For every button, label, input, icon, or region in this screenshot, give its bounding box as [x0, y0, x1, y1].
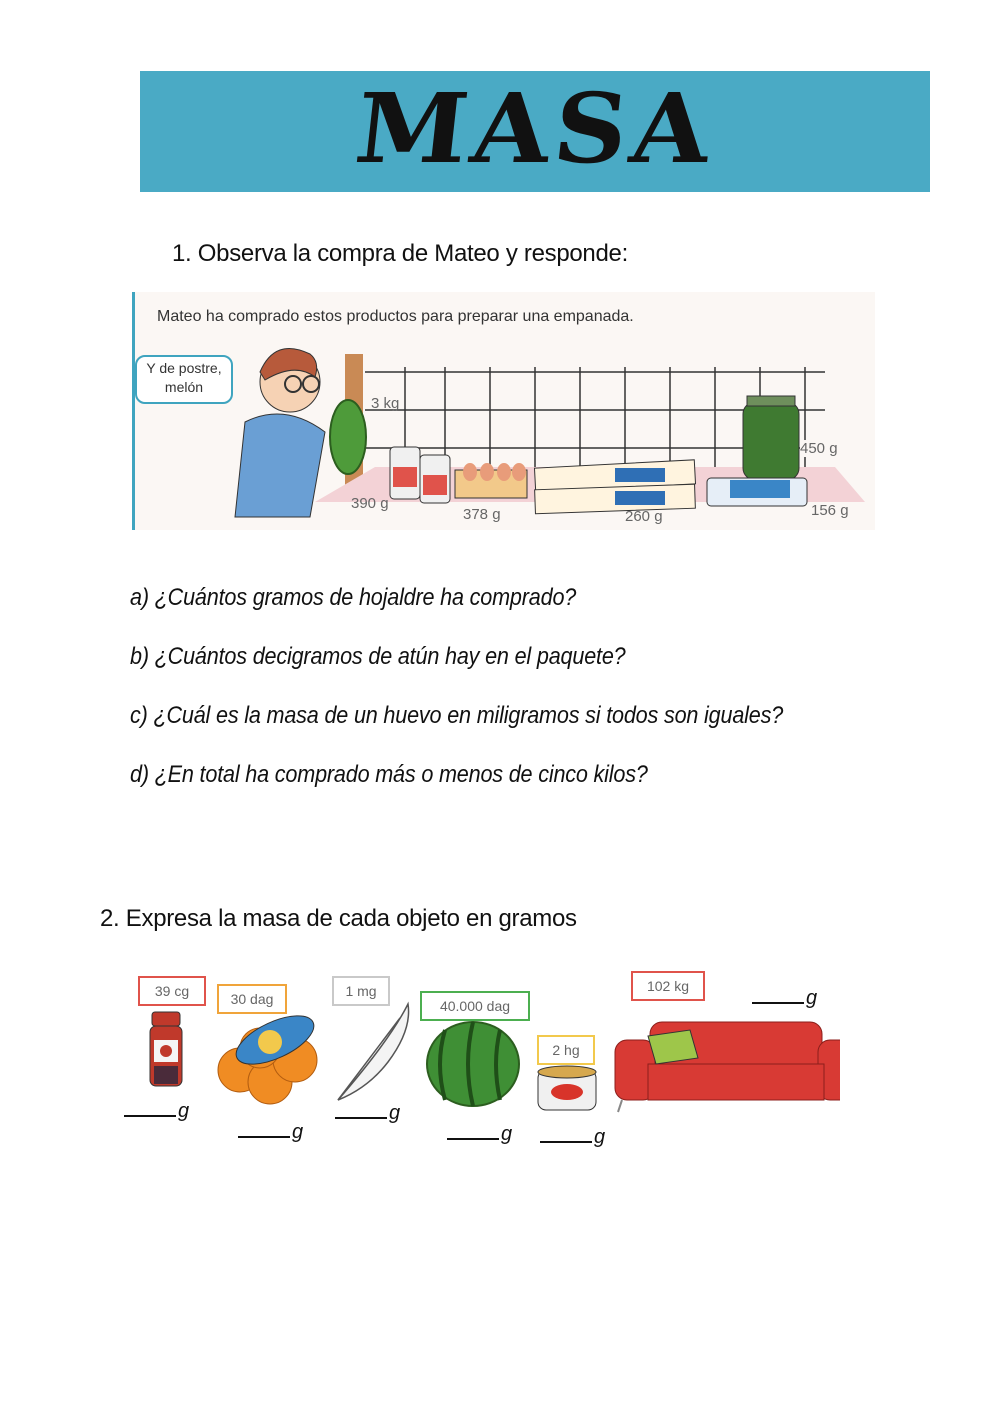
tuna-pack	[707, 478, 807, 506]
watermelon-icon	[427, 1022, 519, 1106]
egg-carton	[455, 463, 527, 498]
spice-jar-icon	[150, 1012, 182, 1086]
melon-weight-label: 3 kg	[371, 395, 400, 412]
eggs-weight-label: 378 g	[463, 506, 501, 523]
cans-weight-label: 390 g	[351, 495, 389, 512]
answer-blank-sofa[interactable]: g	[752, 987, 817, 1010]
title-banner	[140, 71, 930, 192]
cans	[390, 447, 450, 503]
watermelon-held	[330, 400, 366, 474]
speech-bubble	[135, 355, 233, 404]
tag-can: 2 hg	[537, 1035, 595, 1065]
tag-sofa: 102 kg	[631, 971, 705, 1001]
feather-icon	[338, 1004, 409, 1100]
tag-oranges: 30 dag	[217, 984, 287, 1014]
pastry-boxes	[534, 460, 695, 514]
boy-figure	[235, 348, 325, 517]
jar-weight-label: 450 g	[800, 440, 838, 457]
answer-blank-can[interactable]: g	[540, 1126, 605, 1149]
shopping-illustration	[132, 292, 875, 530]
olive-jar	[743, 396, 799, 480]
question-d: d) ¿En total ha comprado más o menos de cinco kilos?	[130, 761, 648, 788]
speech-line-1: Y de postre,	[146, 360, 222, 376]
tag-feather: 1 mg	[332, 976, 390, 1006]
answer-blank-feather[interactable]: g	[335, 1102, 400, 1125]
question-b: b) ¿Cuántos decigramos de atún hay en el paquete?	[130, 643, 626, 670]
tuna-weight-label: 156 g	[811, 502, 849, 519]
page-title: MASA	[350, 72, 721, 185]
objects-illustration	[100, 1000, 840, 1120]
pepper-can-icon	[538, 1066, 596, 1110]
sofa-icon	[615, 1022, 840, 1112]
oranges-bag-icon	[218, 1006, 321, 1104]
answer-blank-watermelon[interactable]: g	[447, 1123, 512, 1146]
speech-line-2: melón	[164, 379, 204, 395]
question-a: a) ¿Cuántos gramos de hojaldre ha comprado?	[130, 584, 577, 611]
exercise-2-heading: 2. Expresa la masa de cada objeto en gramos	[100, 905, 577, 932]
exercise-1-heading: 1. Observa la compra de Mateo y responde:	[172, 240, 628, 267]
pastry-weight-label: 260 g	[625, 508, 663, 525]
shopping-scene	[135, 292, 875, 530]
illustration-caption: Mateo ha comprado estos productos para preparar una empanada.	[157, 308, 634, 325]
answer-blank-oranges[interactable]: g	[238, 1121, 303, 1144]
answer-blank-spice-jar[interactable]: g	[124, 1100, 189, 1123]
tag-watermelon: 40.000 dag	[420, 991, 530, 1021]
question-c: c) ¿Cuál es la masa de un huevo en miligramos si todos son iguales?	[130, 702, 784, 729]
tag-spice-jar: 39 cg	[138, 976, 206, 1006]
